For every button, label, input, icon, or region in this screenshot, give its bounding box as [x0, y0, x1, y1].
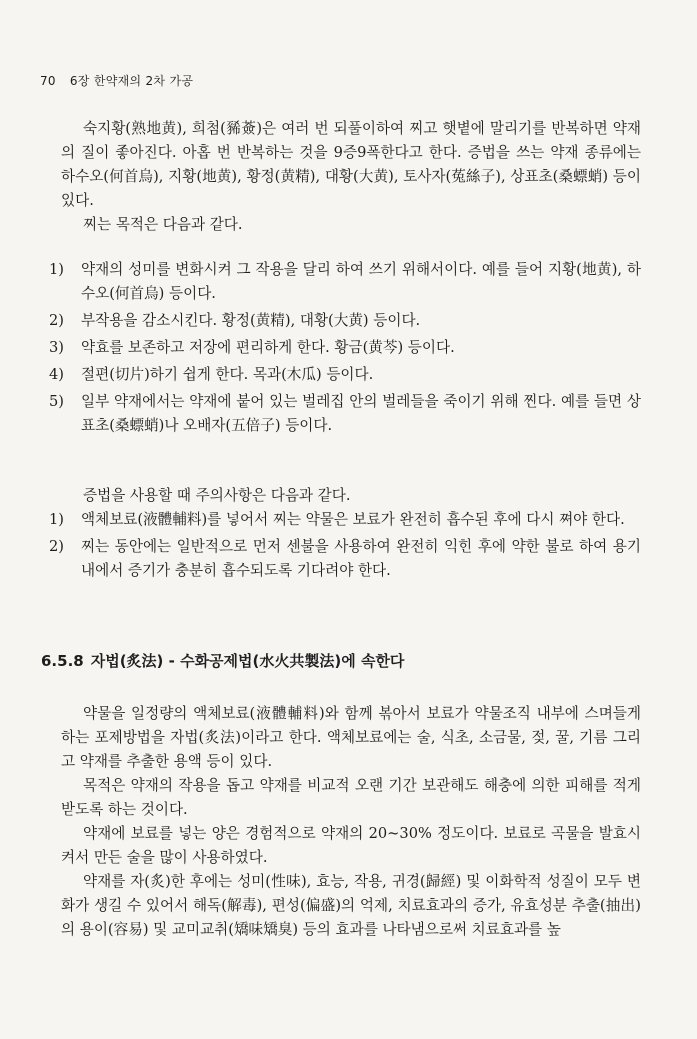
list-item	[49, 309, 641, 333]
section-heading	[41, 650, 404, 671]
list-item	[49, 390, 641, 438]
purpose-list-block	[49, 258, 641, 441]
purpose-lead: 찌는 목적은 다음과 같다.	[83, 216, 243, 233]
cautions-block	[49, 484, 641, 586]
list-item	[49, 258, 641, 306]
page-number: 70	[40, 74, 56, 88]
chapter-title: 6장 한약재의 2차 가공	[69, 74, 194, 88]
list-marker: 3)	[49, 339, 64, 356]
intro-block	[61, 117, 641, 237]
list-item-text: 찌는 동안에는 일반적으로 먼저 센불을 사용하여 완전히 익힌 후에 약한 불로 하여 용기 내에서 증기가 충분히 흡수되도록 기다려야 한다.	[81, 538, 641, 579]
cautions-list	[49, 508, 641, 583]
list-marker: 1)	[49, 261, 64, 278]
list-item	[49, 508, 641, 532]
section-number: 6.5.8	[41, 652, 84, 670]
list-item-text: 약효를 보존하고 저장에 편리하게 한다. 황금(黄芩) 등이다.	[81, 339, 455, 356]
section-title: 자법(炙法) - 수화공제법(水火共製法)에 속한다	[90, 652, 405, 670]
list-item	[49, 336, 641, 360]
body-paragraph: 약물을 일정량의 액체보료(液體輔料)와 함께 볶아서 보료가 약물조직 내부에 스며들게 하는 포제방법을 자법(炙法)이라고 한다. 액체보료에는 술, 식초, 소금물, 젖, 꿀, 기름 그리고 약재를 추출한 용액 등이 있다.	[61, 705, 641, 770]
list-item-text: 절편(切片)하기 쉽게 한다. 목과(木瓜) 등이다.	[81, 366, 374, 383]
list-marker: 2)	[49, 538, 64, 555]
cautions-lead: 증법을 사용할 때 주의사항은 다음과 같다.	[83, 487, 351, 504]
list-item-text: 부작용을 감소시킨다. 황정(黄精), 대황(大黄) 등이다.	[81, 312, 421, 329]
list-item-text: 일부 약재에서는 약재에 붙어 있는 벌레집 안의 벌레들을 죽이기 위해 찐다. 예를 들면 상표초(桑螵蛸)나 오배자(五倍子) 등이다.	[81, 393, 641, 434]
list-marker: 1)	[49, 511, 64, 528]
running-header	[40, 72, 193, 89]
body-paragraph: 약재를 자(炙)한 후에는 성미(性味), 효능, 작용, 귀경(歸經) 및 이화학적 성질이 모두 변화가 생길 수 있어서 해독(解毒), 편성(偏盛)의 억제, 치료효과의 증가, 유효성분 추출(抽出)의 용이(容易) 및 교미교취(矯味矯臭) 등의 효과를 나타냄으로써 치료효과를 높	[61, 873, 641, 938]
list-item-text: 약재의 성미를 변화시켜 그 작용을 달리 하여 쓰기 위해서이다. 예를 들어 지황(地黄), 하수오(何首烏) 등이다.	[81, 261, 641, 302]
intro-paragraph: 숙지황(熟地黄), 희첨(豨薟)은 여러 번 되풀이하여 찌고 햇볕에 말리기를 반복하면 약재의 질이 좋아진다. 아홉 번 반복하는 것을 9증9폭한다고 한다. 증법을 쓰는 약재 종류에는 하수오(何首烏), 지황(地黄), 황정(黄精), 대황(大黄), 토사자(菟絲子), 상표초(桑螵蛸) 등이 있다.	[61, 120, 641, 209]
body-paragraph: 약재에 보료를 넣는 양은 경험적으로 약재의 20~30% 정도이다. 보료로 곡물을 발효시켜서 만든 술을 많이 사용하였다.	[61, 825, 641, 866]
list-marker: 4)	[49, 366, 64, 383]
section-body	[61, 702, 641, 942]
purpose-list	[49, 258, 641, 438]
list-marker: 5)	[49, 393, 64, 410]
list-marker: 2)	[49, 312, 64, 329]
list-item	[49, 363, 641, 387]
list-item-text: 액체보료(液體輔料)를 넣어서 찌는 약물은 보료가 완전히 흡수된 후에 다시 쪄야 한다.	[81, 511, 625, 528]
list-item	[49, 535, 641, 583]
body-paragraph: 목적은 약재의 작용을 돕고 약재를 비교적 오랜 기간 보관해도 해충에 의한 피해를 적게 받도록 하는 것이다.	[61, 777, 641, 818]
